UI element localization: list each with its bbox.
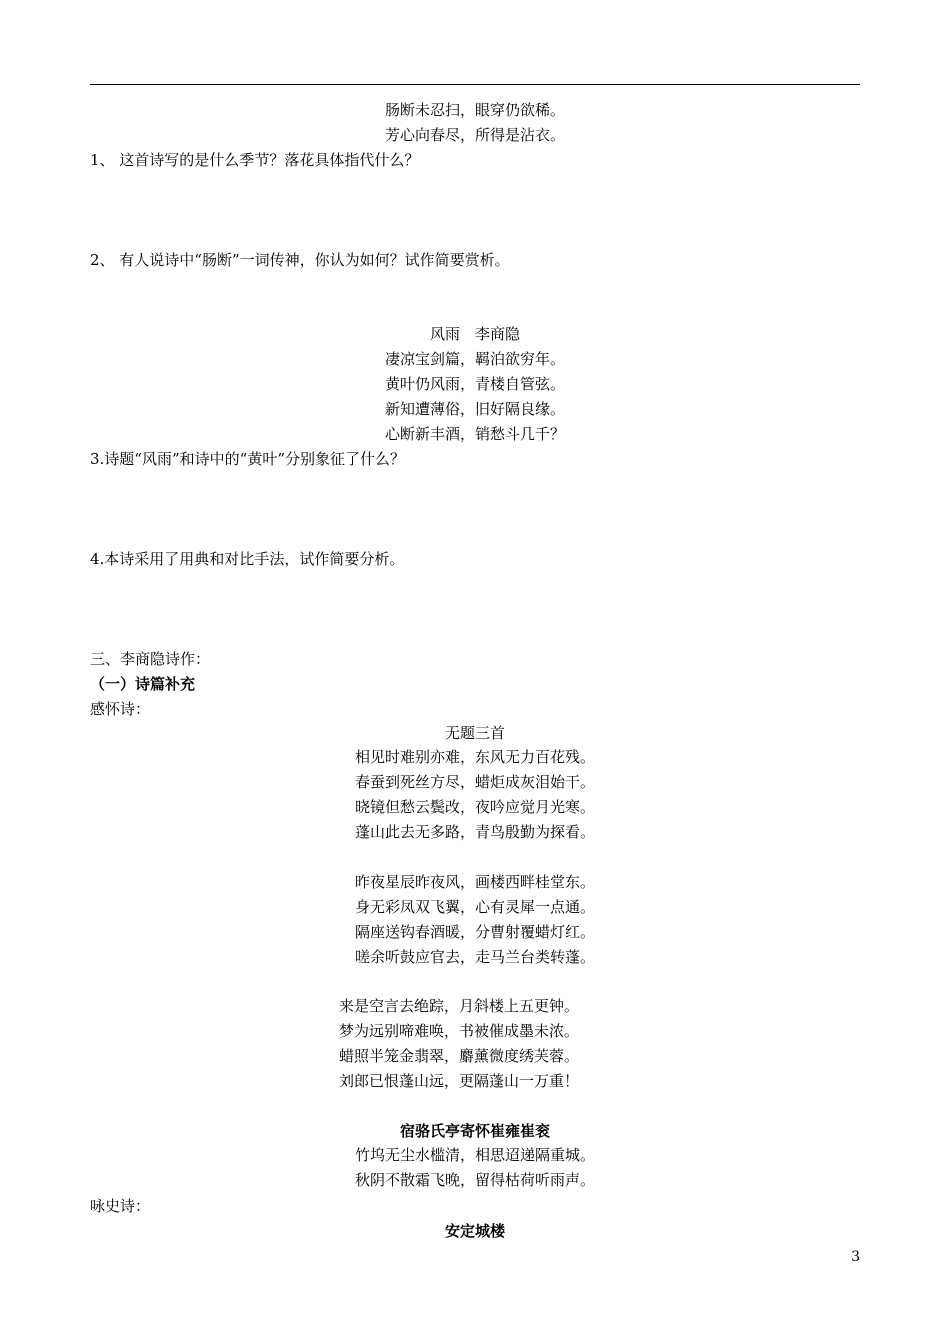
poem-title: 安定城楼 bbox=[444, 1222, 505, 1240]
question-4: 4.本诗采用了用典和对比手法，试作简要分析。 bbox=[90, 550, 405, 568]
poem-line: 相见时难别亦难，东风无力百花残。 bbox=[354, 748, 595, 766]
poem-line: 梦为远别啼难唤，书被催成墨未浓。 bbox=[339, 1022, 580, 1040]
header-rule bbox=[90, 84, 860, 85]
poem-line: 蜡照半笼金翡翠，麝薰微度绣芙蓉。 bbox=[339, 1047, 580, 1065]
section-heading: 三、李商隐诗作： bbox=[90, 650, 211, 668]
category-label: 咏史诗： bbox=[90, 1197, 151, 1215]
poem-title: 无题三首 bbox=[444, 724, 505, 742]
poem-line: 隔座送钩春酒暖，分曹射覆蜡灯红。 bbox=[354, 923, 595, 941]
poem-line: 来是空言去绝踪，月斜楼上五更钟。 bbox=[339, 997, 580, 1015]
poem-line: 秋阴不散霜飞晚，留得枯荷听雨声。 bbox=[354, 1171, 595, 1189]
category-label: 感怀诗： bbox=[90, 700, 151, 718]
question-3: 3.诗题“风雨”和诗中的“黄叶”分别象征了什么？ bbox=[90, 450, 405, 468]
question-2: 2、 有人说诗中“肠断”一词传神，你认为如何？试作简要赏析。 bbox=[90, 251, 510, 269]
poem-line: 竹坞无尘水槛清，相思迢递隔重城。 bbox=[354, 1146, 595, 1164]
poem-line: 凄凉宝剑篇，羁泊欲穷年。 bbox=[384, 350, 565, 368]
poem-title: 风雨 李商隐 bbox=[429, 325, 520, 343]
poem-line: 新知遭薄俗，旧好隔良缘。 bbox=[384, 400, 565, 418]
page-number: 3 bbox=[851, 1249, 860, 1265]
poem-line: 肠断未忍扫，眼穿仍欲稀。 bbox=[384, 101, 565, 119]
poem-line: 蓬山此去无多路，青鸟殷勤为探看。 bbox=[354, 823, 595, 841]
poem-line: 黄叶仍风雨，青楼自管弦。 bbox=[384, 375, 565, 393]
poem-line: 晓镜但愁云鬓改，夜吟应觉月光寒。 bbox=[354, 798, 595, 816]
poem-title: 宿骆氏亭寄怀崔雍崔衮 bbox=[399, 1122, 550, 1140]
question-1: 1、 这首诗写的是什么季节？落花具体指代什么？ bbox=[90, 151, 420, 169]
poem-line: 身无彩凤双飞翼，心有灵犀一点通。 bbox=[354, 898, 595, 916]
subsection-heading: （一）诗篇补充 bbox=[90, 675, 196, 693]
poem-line: 心断新丰酒，销愁斗几千？ bbox=[384, 425, 565, 443]
poem-line: 芳心向春尽，所得是沾衣。 bbox=[384, 126, 565, 144]
poem-line: 昨夜星辰昨夜风，画楼西畔桂堂东。 bbox=[354, 873, 595, 891]
poem-line: 刘郎已恨蓬山远，更隔蓬山一万重！ bbox=[339, 1072, 580, 1090]
poem-line: 春蚕到死丝方尽，蜡炬成灰泪始干。 bbox=[354, 773, 595, 791]
poem-line: 嗟余听鼓应官去，走马兰台类转蓬。 bbox=[354, 948, 595, 966]
